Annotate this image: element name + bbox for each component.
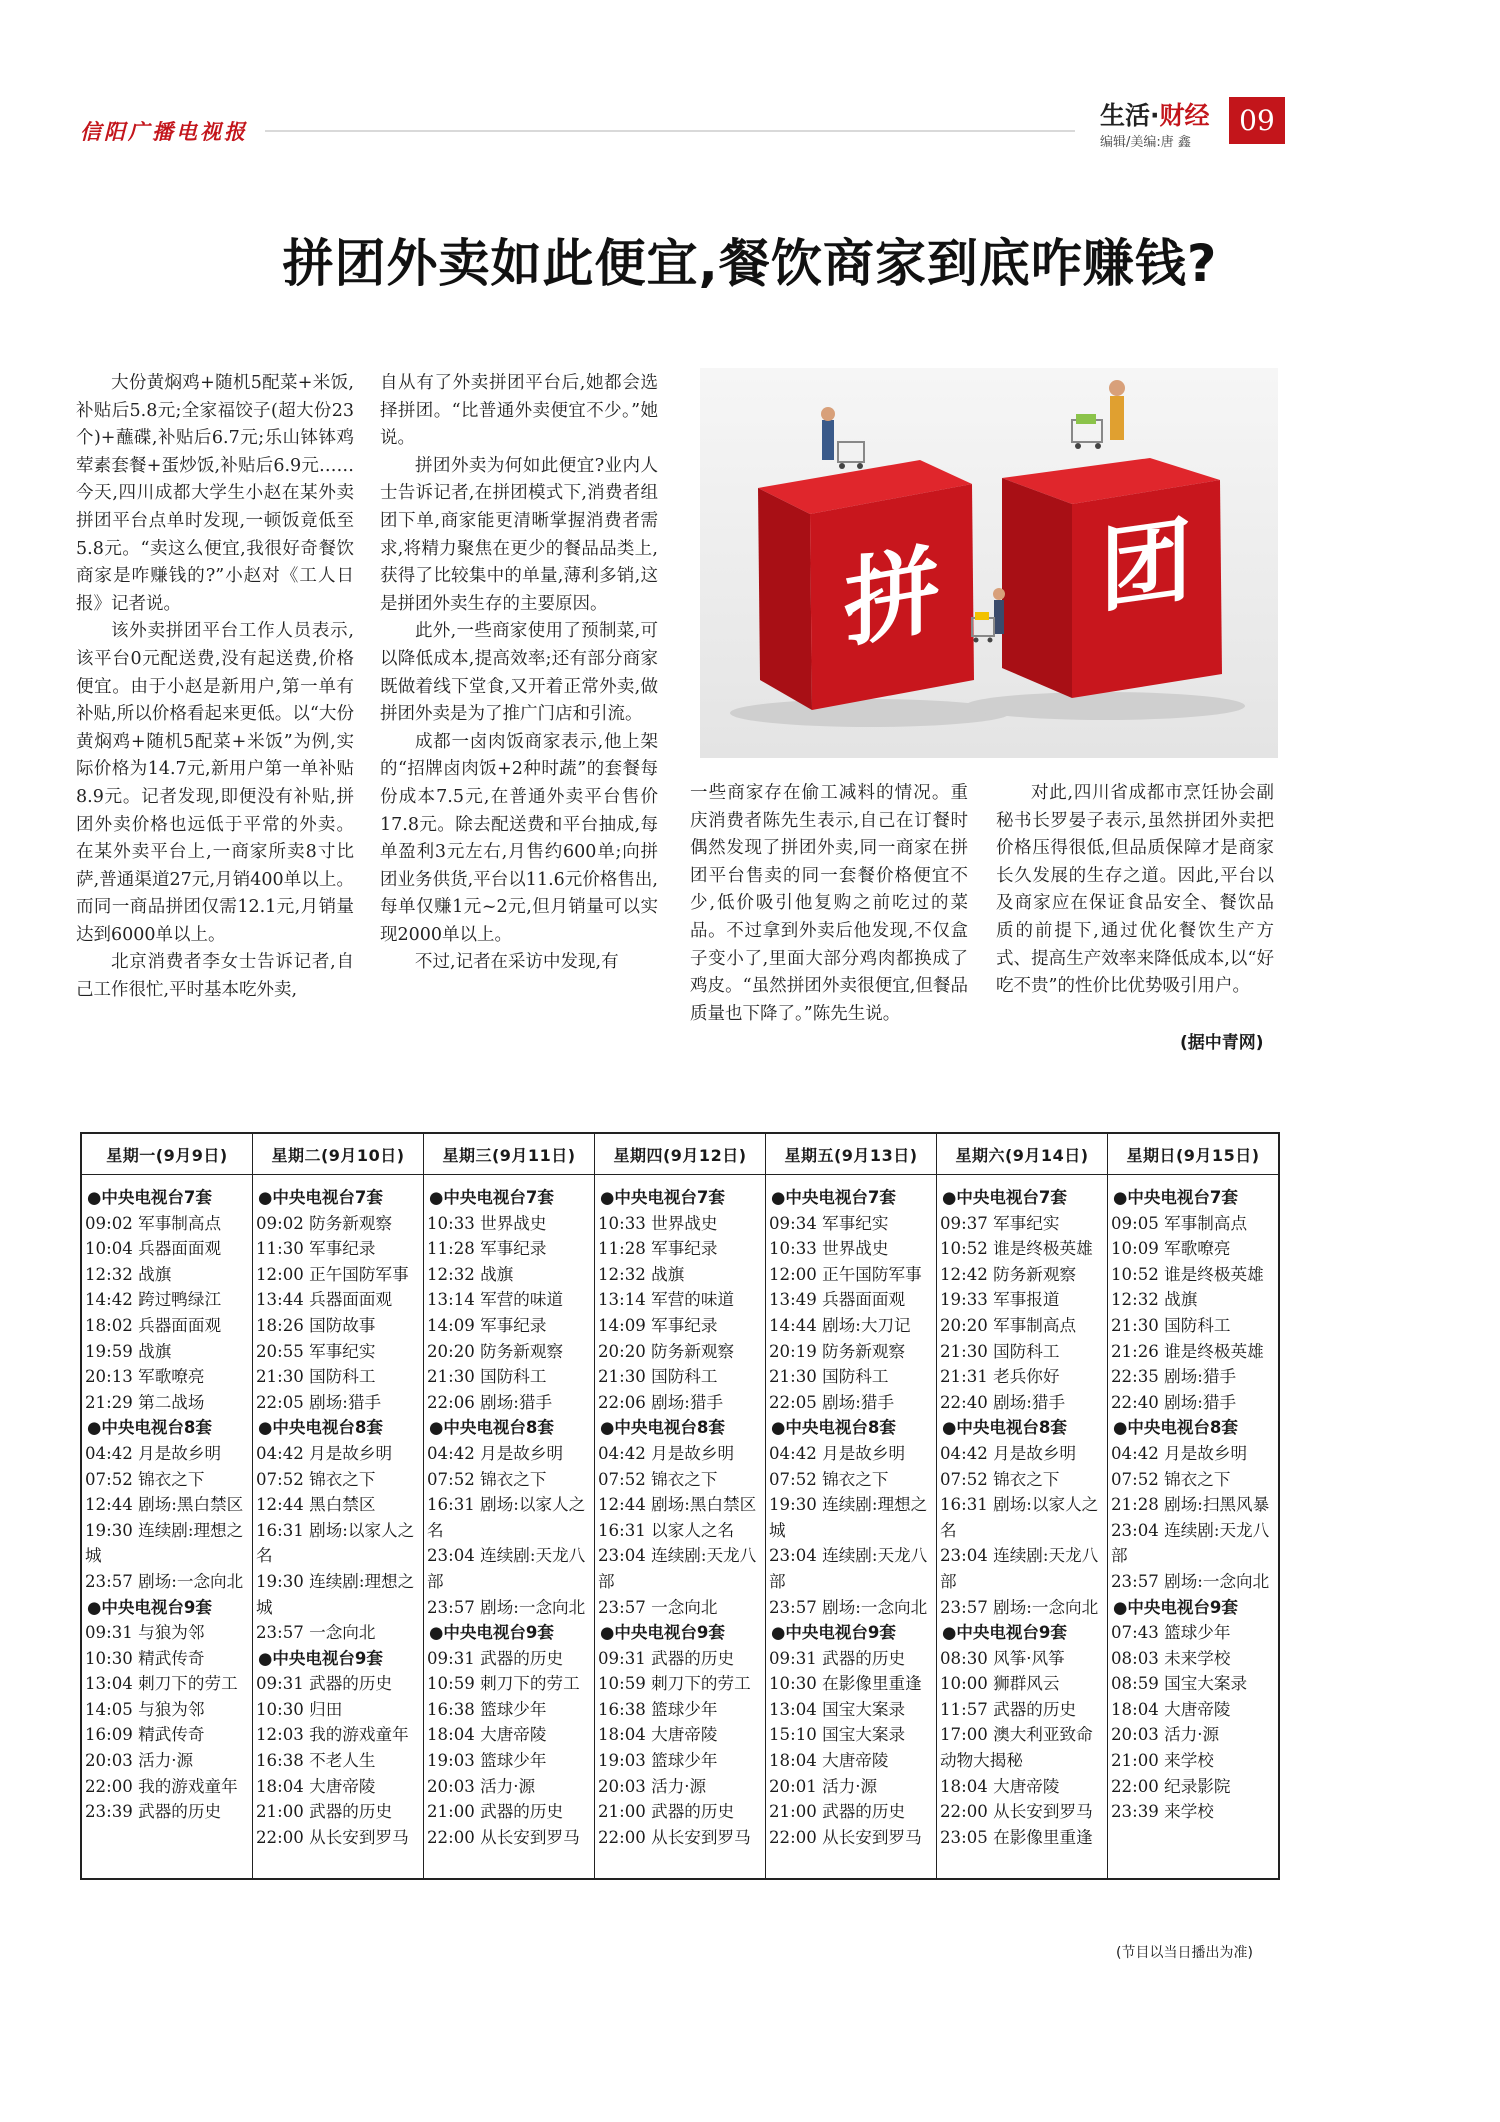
program-listing: 22:00 从长安到罗马 [769,1827,922,1847]
paragraph: 拼团外卖为何如此便宜?业内人士告诉记者,在拼团模式下,消费者组团下单,商家能更清晰掌握消费者需求,将精力聚焦在更少的餐品品类上,获得了比较集中的单量,薄利多销,这是拼团外卖生存的主要原因。 [380,455,658,614]
channel-heading: ●中央电视台9套 [258,1648,383,1668]
program-listing: 10:30 精武传奇 [85,1648,205,1668]
schedule-day-column [766,1134,937,1878]
program-listing: 16:38 不老人生 [256,1751,376,1771]
schedule-day-body [766,1175,936,1850]
program-listing: 13:14 军营的味道 [598,1290,735,1310]
program-listing: 10:30 在影像里重逢 [769,1674,922,1694]
program-listing: 21:00 来学校 [1111,1751,1214,1771]
program-listing: 23:57 剧场:一念向北 [1111,1571,1270,1591]
program-listing: 22:00 从长安到罗马 [940,1802,1093,1822]
program-listing: 20:03 活力·源 [427,1776,536,1796]
program-listing: 18:02 兵器面面观 [85,1315,222,1335]
program-listing: 12:32 战旗 [427,1264,514,1284]
program-listing: 21:00 武器的历史 [598,1802,735,1822]
program-listing: 22:00 我的游戏童年 [85,1776,238,1796]
program-listing: 07:52 锦衣之下 [1111,1469,1231,1489]
program-listing: 16:31 剧场:以家人之名 [256,1520,415,1566]
channel-heading: ●中央电视台8套 [429,1418,554,1438]
program-listing: 09:02 军事制高点 [85,1213,222,1233]
program-listing: 21:00 武器的历史 [769,1802,906,1822]
block-shadow [965,692,1245,720]
program-listing: 22:40 剧场:猎手 [1111,1392,1237,1412]
program-listing: 21:30 国防科工 [769,1367,889,1387]
program-listing: 21:29 第二战场 [85,1392,205,1412]
program-listing: 12:32 战旗 [1111,1290,1198,1310]
program-listing: 21:30 国防科工 [427,1367,547,1387]
program-listing: 09:31 武器的历史 [427,1648,564,1668]
channel-heading: ●中央电视台9套 [429,1623,554,1643]
schedule-day-body [82,1175,252,1825]
newspaper-masthead: 信阳广播电视报 [80,119,248,144]
paragraph: 成都一卤肉饭商家表示,他上架的“招牌卤肉饭+2种时蔬”的套餐每份成本7.5元,在普通外卖平台售价17.8元。除去配送费和平台抽成,每单盈利3元左右,月售约600单;向拼团业务供货,平台以11.6元价格售出,每单仅赚1元~2元,但月销量可以实现2000单以上。 [380,731,658,945]
schedule-day-header: 星期三(9月11日) [424,1134,594,1175]
paragraph: 大份黄焖鸡+随机5配菜+米饭,补贴后5.8元;全家福饺子(超大份23个)+蘸碟,补贴后6.7元;乐山钵钵鸡荤素套餐+蛋炒饭,补贴后6.9元……今天,四川成都大学生小赵在某外卖拼团平台点单时发现,一顿饭竟低至5.8元。“卖这么便宜,我很好奇餐饮商家是咋赚钱的?”小赵对《工人日报》记者说。 [76,373,354,614]
right-cube-character: 团 [1100,505,1192,626]
program-listing: 22:35 剧场:猎手 [1111,1367,1237,1387]
program-listing: 18:04 大唐帝陵 [769,1751,889,1771]
program-listing: 23:39 来学校 [1111,1802,1214,1822]
program-listing: 23:04 连续剧:天龙八部 [598,1546,757,1591]
channel-heading: ●中央电视台7套 [942,1188,1067,1207]
program-listing: 10:59 刺刀下的劳工 [598,1674,751,1694]
program-listing: 09:31 武器的历史 [256,1674,393,1694]
left-red-cube [758,460,974,710]
channel-heading: ●中央电视台8套 [771,1418,896,1438]
section-name [1100,96,1210,132]
program-listing: 20:01 活力·源 [769,1776,878,1796]
channel-heading: ●中央电视台8套 [600,1418,725,1438]
program-listing: 12:03 我的游戏童年 [256,1725,409,1745]
program-listing: 13:04 国宝大案录 [769,1699,906,1719]
program-listing: 21:26 谁是终极英雄 [1111,1341,1264,1361]
channel-heading: ●中央电视台7套 [771,1188,896,1207]
program-listing: 20:03 活力·源 [598,1776,707,1796]
schedule-footnote: (节目以当日播出为准) [1116,1945,1253,1961]
program-listing: 12:44 剧场:黑白禁区 [85,1495,244,1515]
right-red-cube [1002,458,1222,698]
program-listing: 23:57 一念向北 [256,1623,376,1643]
article-column-2 [380,370,658,977]
program-listing: 14:44 剧场:大刀记 [769,1315,911,1335]
editor-credit: 编辑/美编:唐 鑫 [1100,135,1191,150]
program-listing: 23:04 连续剧:天龙八部 [769,1546,928,1591]
program-listing: 09:31 武器的历史 [769,1648,906,1668]
schedule-day-body [253,1175,423,1850]
photo-illustration [700,368,1278,758]
channel-heading: ●中央电视台7套 [1113,1188,1238,1207]
program-listing: 23:39 武器的历史 [85,1802,222,1822]
program-listing: 08:59 国宝大案录 [1111,1674,1248,1694]
left-cube-character: 拼 [844,532,940,662]
channel-heading: ●中央电视台8套 [87,1418,212,1438]
program-listing: 21:00 武器的历史 [256,1802,393,1822]
paragraph: 此外,一些商家使用了预制菜,可以降低成本,提高效率;还有部分商家既做着线下堂食,又开着正常外卖,做拼团外卖是为了推广门店和引流。 [380,621,658,725]
paragraph: 不过,记者在采访中发现,有 [415,952,619,973]
program-listing: 11:28 军事纪录 [598,1239,718,1259]
program-listing: 11:57 武器的历史 [940,1699,1077,1719]
program-listing: 22:00 从长安到罗马 [427,1827,580,1847]
program-listing: 08:30 风筝·风筝 [940,1648,1065,1668]
program-listing: 21:30 国防科工 [598,1367,718,1387]
program-listing: 22:40 剧场:猎手 [940,1392,1066,1412]
program-listing: 16:31 以家人之名 [598,1520,735,1540]
program-listing: 18:26 国防故事 [256,1315,376,1335]
program-listing: 07:52 锦衣之下 [940,1469,1060,1489]
page-number: 09 [1229,97,1285,144]
program-listing: 08:03 未来学校 [1111,1648,1231,1668]
program-listing: 04:42 月是故乡明 [769,1443,906,1463]
program-listing: 22:00 从长安到罗马 [256,1827,409,1847]
program-listing: 13:04 刺刀下的劳工 [85,1674,238,1694]
program-listing: 12:32 战旗 [85,1264,172,1284]
program-listing: 19:30 连续剧:理想之城 [85,1520,244,1566]
channel-heading: ●中央电视台7套 [258,1188,383,1207]
program-listing: 10:30 归田 [256,1699,343,1719]
program-listing: 13:44 兵器面面观 [256,1290,393,1310]
program-listing: 07:52 锦衣之下 [256,1469,376,1489]
program-listing: 10:52 谁是终极英雄 [1111,1264,1264,1284]
schedule-day-column [595,1134,766,1878]
program-listing: 22:06 剧场:猎手 [598,1392,724,1412]
program-listing: 21:31 老兵你好 [940,1367,1060,1387]
program-listing: 22:00 纪录影院 [1111,1776,1231,1796]
header-rule [265,130,1075,132]
program-listing: 20:03 活力·源 [1111,1725,1220,1745]
program-listing: 19:03 篮球少年 [427,1751,547,1771]
paragraph: 一些商家存在偷工减料的情况。重庆消费者陈先生表示,自己在订餐时偶然发现了拼团外卖,同一商家在拼团平台售卖的同一套餐价格便宜不少,低价吸引他复购之前吃过的菜品。不过拿到外卖后他发现,不仅盒子变小了,里面大部分鸡肉都换成了鸡皮。“虽然拼团外卖很便宜,但餐品质量也下降了。”陈先生说。 [690,783,968,1024]
paragraph: 北京消费者李女士告诉记者,自己工作很忙,平时基本吃外卖, [76,952,354,1001]
program-listing: 19:33 军事报道 [940,1290,1060,1310]
program-listing: 12:42 防务新观察 [940,1264,1077,1284]
schedule-day-body [424,1175,594,1850]
channel-heading: ●中央电视台8套 [258,1418,383,1438]
article-column-4 [996,780,1274,1001]
program-listing: 18:04 大唐帝陵 [598,1725,718,1745]
channel-heading: ●中央电视台8套 [1113,1418,1238,1438]
channel-heading: ●中央电视台7套 [429,1188,554,1207]
program-listing: 16:31 剧场:以家人之名 [427,1495,586,1540]
program-listing: 22:05 剧场:猎手 [769,1392,895,1412]
schedule-day-column [937,1134,1108,1878]
program-listing: 10:33 世界战史 [427,1213,547,1233]
program-listing: 20:03 活力·源 [85,1751,194,1771]
program-listing: 14:09 军事纪录 [427,1315,547,1335]
program-listing: 04:42 月是故乡明 [598,1443,735,1463]
schedule-day-header: 星期四(9月12日) [595,1134,765,1175]
program-listing: 10:33 世界战史 [769,1239,889,1259]
program-listing: 12:00 正午国防军事 [256,1264,409,1284]
channel-heading: ●中央电视台9套 [600,1623,725,1643]
program-listing: 16:38 篮球少年 [427,1699,547,1719]
program-listing: 07:52 锦衣之下 [598,1469,718,1489]
program-listing: 21:30 国防科工 [940,1341,1060,1361]
program-listing: 21:30 国防科工 [256,1367,376,1387]
schedule-day-column [253,1134,424,1878]
schedule-day-header: 星期五(9月13日) [766,1134,936,1175]
program-listing: 21:00 武器的历史 [427,1802,564,1822]
program-listing: 04:42 月是故乡明 [940,1443,1077,1463]
program-listing: 23:57 剧场:一念向北 [85,1571,244,1591]
program-listing: 10:52 谁是终极英雄 [940,1239,1093,1259]
channel-heading: ●中央电视台9套 [87,1597,212,1617]
tv-schedule-table [80,1132,1280,1880]
channel-heading: ●中央电视台8套 [942,1418,1067,1438]
paragraph: 自从有了外卖拼团平台后,她都会选择拼团。“比普通外卖便宜不少。”她说。 [380,373,658,449]
program-listing: 16:09 精武传奇 [85,1725,205,1745]
program-listing: 23:57 剧场:一念向北 [427,1597,586,1617]
program-listing: 23:57 一念向北 [598,1597,718,1617]
program-listing: 17:00 澳大利亚致命动物大揭秘 [940,1725,1093,1771]
program-listing: 18:04 大唐帝陵 [1111,1699,1231,1719]
channel-heading: ●中央电视台9套 [1113,1597,1238,1617]
program-listing: 22:00 从长安到罗马 [598,1827,751,1847]
schedule-day-column [82,1134,253,1878]
section-accent: 财经 [1159,101,1210,130]
program-listing: 04:42 月是故乡明 [85,1443,222,1463]
program-listing: 16:31 剧场:以家人之名 [940,1495,1099,1540]
program-listing: 15:10 国宝大案录 [769,1725,906,1745]
program-listing: 22:05 剧场:猎手 [256,1392,382,1412]
program-listing: 20:20 军事制高点 [940,1315,1077,1335]
program-listing: 04:42 月是故乡明 [427,1443,564,1463]
program-listing: 09:34 军事纪实 [769,1213,889,1233]
program-listing: 07:43 篮球少年 [1111,1623,1231,1643]
program-listing: 19:59 战旗 [85,1341,172,1361]
article-photo [700,368,1278,758]
channel-heading: ●中央电视台7套 [87,1188,212,1207]
channel-heading: ●中央电视台7套 [600,1188,725,1207]
program-listing: 23:04 连续剧:天龙八部 [1111,1520,1270,1566]
article-column-3 [690,780,968,1028]
schedule-day-header: 星期二(9月10日) [253,1134,423,1175]
program-listing: 18:04 大唐帝陵 [427,1725,547,1745]
program-listing: 19:30 连续剧:理想之城 [769,1495,928,1540]
schedule-day-column [1108,1134,1278,1878]
schedule-day-header: 星期一(9月9日) [82,1134,252,1175]
program-listing: 20:55 军事纪实 [256,1341,376,1361]
program-listing: 23:57 剧场:一念向北 [769,1597,928,1617]
program-listing: 04:42 月是故乡明 [1111,1443,1248,1463]
program-listing: 14:05 与狼为邻 [85,1699,205,1719]
program-listing: 11:28 军事纪录 [427,1239,547,1259]
program-listing: 10:33 世界战史 [598,1213,718,1233]
program-listing: 20:20 防务新观察 [598,1341,735,1361]
schedule-day-column [424,1134,595,1878]
program-listing: 09:37 军事纪实 [940,1213,1060,1233]
program-listing: 09:31 武器的历史 [598,1648,735,1668]
program-listing: 20:13 军歌嘹亮 [85,1367,205,1387]
program-listing: 12:32 战旗 [598,1264,685,1284]
program-listing: 23:04 连续剧:天龙八部 [940,1546,1099,1591]
article-column-1 [76,370,354,1005]
article-headline: 拼团外卖如此便宜,餐饮商家到底咋赚钱? [282,235,1218,294]
program-listing: 07:52 锦衣之下 [427,1469,547,1489]
schedule-day-header: 星期六(9月14日) [937,1134,1107,1175]
program-listing: 10:09 军歌嘹亮 [1111,1239,1231,1259]
schedule-day-header: 星期日(9月15日) [1108,1134,1278,1175]
channel-heading: ●中央电视台9套 [771,1623,896,1643]
schedule-day-body [937,1175,1107,1850]
channel-heading: ●中央电视台9套 [942,1623,1067,1643]
program-listing: 13:14 军营的味道 [427,1290,564,1310]
program-listing: 19:03 篮球少年 [598,1751,718,1771]
article-source: (据中青网) [1180,1033,1264,1053]
program-listing: 13:49 兵器面面观 [769,1290,906,1310]
program-listing: 18:04 大唐帝陵 [256,1776,376,1796]
program-listing: 22:06 剧场:猎手 [427,1392,553,1412]
program-listing: 20:19 防务新观察 [769,1341,906,1361]
program-listing: 09:05 军事制高点 [1111,1213,1248,1233]
program-listing: 12:44 剧场:黑白禁区 [598,1495,757,1515]
program-listing: 21:30 国防科工 [1111,1315,1231,1335]
program-listing: 21:28 剧场:扫黑风暴 [1111,1495,1270,1515]
paragraph: 该外卖拼团平台工作人员表示,该平台0元配送费,没有起送费,价格便宜。由于小赵是新用户,第一单有补贴,所以价格看起来更低。以“大份黄焖鸡+随机5配菜+米饭”为例,实际价格为14.7元,新用户第一单补贴8.9元。记者发现,即便没有补贴,拼团外卖价格也远低于平常的外卖。在某外卖平台上,一商家所卖8寸比萨,普通渠道27元,月销400单以上。而同一商品拼团仅需12.1元,月销量达到6000单以上。 [76,621,354,945]
program-listing: 10:04 兵器面面观 [85,1239,222,1259]
program-listing: 16:38 篮球少年 [598,1699,718,1719]
program-listing: 11:30 军事纪录 [256,1239,376,1259]
program-listing: 14:42 跨过鸭绿江 [85,1290,222,1310]
program-listing: 23:57 剧场:一念向北 [940,1597,1099,1617]
schedule-day-body [595,1175,765,1850]
program-listing: 20:20 防务新观察 [427,1341,564,1361]
program-listing: 07:52 锦衣之下 [85,1469,205,1489]
program-listing: 10:59 刺刀下的劳工 [427,1674,580,1694]
program-listing: 14:09 军事纪录 [598,1315,718,1335]
program-listing: 07:52 锦衣之下 [769,1469,889,1489]
section-main: 生活· [1100,101,1160,130]
program-listing: 09:02 防务新观察 [256,1213,393,1233]
program-listing: 23:04 连续剧:天龙八部 [427,1546,586,1591]
program-listing: 23:05 在影像里重逢 [940,1827,1093,1847]
program-listing: 10:00 狮群风云 [940,1674,1060,1694]
program-listing: 19:30 连续剧:理想之城 [256,1571,415,1617]
program-listing: 18:04 大唐帝陵 [940,1776,1060,1796]
program-listing: 04:42 月是故乡明 [256,1443,393,1463]
paragraph: 对此,四川省成都市烹饪协会副秘书长罗晏子表示,虽然拼团外卖把价格压得很低,但品质保障才是商家长久发展的生存之道。因此,平台以及商家应在保证食品安全、餐饮品质的前提下,通过优化餐饮生产方式、提高生产效率来降低成本,以“好吃不贵”的性价比优势吸引用户。 [996,783,1274,997]
program-listing: 12:00 正午国防军事 [769,1264,922,1284]
program-listing: 12:44 黑白禁区 [256,1495,376,1515]
schedule-day-body [1108,1175,1278,1825]
program-listing: 09:31 与狼为邻 [85,1623,205,1643]
